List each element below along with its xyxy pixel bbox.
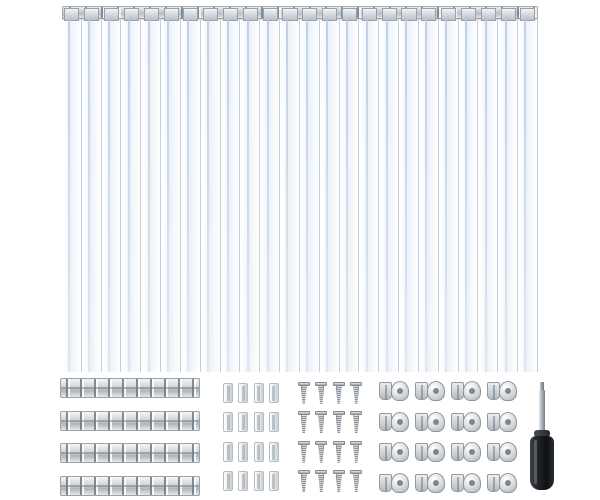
wall-anchor [451, 471, 481, 495]
screw-head [298, 411, 310, 415]
curtain-strip [141, 20, 161, 372]
anchor-washer [427, 381, 445, 401]
anchor-washer [463, 412, 481, 432]
anchor-washer [499, 442, 517, 462]
strip-clip [164, 8, 179, 21]
screw [298, 411, 310, 433]
strip-clip [342, 8, 357, 21]
plastic-spacer [238, 412, 248, 432]
anchor-washer [463, 473, 481, 493]
strip-clip [282, 8, 297, 21]
anchor-washer [427, 473, 445, 493]
screw [350, 441, 362, 463]
anchor-washer [463, 381, 481, 401]
spacer-group [222, 380, 280, 494]
wall-anchor [379, 440, 409, 464]
curtain-strip [62, 20, 82, 372]
screw-shaft [336, 386, 342, 404]
anchor-washer [427, 442, 445, 462]
strip-row [62, 20, 538, 372]
curtain-strip [439, 20, 459, 372]
curtain-strip [280, 20, 300, 372]
screw-shaft [301, 445, 307, 463]
anchor-washer [391, 381, 409, 401]
screw-shaft [318, 386, 324, 404]
curtain-strip [201, 20, 221, 372]
bracket-group [60, 378, 200, 496]
screw [350, 470, 362, 492]
strip-clip [223, 8, 238, 21]
curtain-strip [240, 20, 260, 372]
curtain-strip [300, 20, 320, 372]
wall-anchor [379, 410, 409, 434]
curtain-strip [260, 20, 280, 372]
plastic-spacer [223, 471, 233, 491]
strip-clip [421, 8, 436, 21]
screw [315, 470, 327, 492]
strip-clip [144, 8, 159, 21]
plastic-spacer [269, 442, 279, 462]
plastic-spacer [269, 471, 279, 491]
screw-head [333, 411, 345, 415]
curtain-strip [419, 20, 439, 372]
wall-anchor [415, 379, 445, 403]
anchor-washer [391, 473, 409, 493]
plastic-spacer [269, 412, 279, 432]
pvc-strip-curtain [62, 6, 538, 372]
curtain-strip [478, 20, 498, 372]
screw [315, 441, 327, 463]
screw-head [350, 411, 362, 415]
screw [333, 470, 345, 492]
wall-anchor [415, 410, 445, 434]
wall-anchor [451, 440, 481, 464]
anchor-group [378, 378, 518, 496]
strip-clip [401, 8, 416, 21]
wall-anchor [379, 471, 409, 495]
anchor-washer [391, 412, 409, 432]
plastic-spacer [223, 383, 233, 403]
wall-anchor [451, 379, 481, 403]
strip-clip [481, 8, 496, 21]
plastic-spacer [223, 442, 233, 462]
hinge-bracket [60, 476, 200, 496]
strip-clip [362, 8, 377, 21]
plastic-spacer [254, 412, 264, 432]
curtain-strip [359, 20, 379, 372]
strip-clip [501, 8, 516, 21]
hardware-tray [0, 374, 600, 500]
screw-shaft [301, 386, 307, 404]
wall-anchor [379, 379, 409, 403]
anchor-washer [499, 473, 517, 493]
wall-anchor [487, 471, 517, 495]
screw-shaft [336, 474, 342, 492]
curtain-strip [221, 20, 241, 372]
screw-head [298, 441, 310, 445]
screw [315, 411, 327, 433]
curtain-strip [320, 20, 340, 372]
plastic-spacer [223, 412, 233, 432]
curtain-strip [161, 20, 181, 372]
anchor-washer [499, 412, 517, 432]
screw [298, 441, 310, 463]
hinge-bracket [60, 443, 200, 463]
screw-head [350, 441, 362, 445]
plastic-spacer [238, 442, 248, 462]
screw [350, 382, 362, 404]
screw [315, 382, 327, 404]
screw-shaft [301, 415, 307, 433]
screw-shaft [336, 445, 342, 463]
screw [333, 382, 345, 404]
wall-anchor [415, 440, 445, 464]
screw-shaft [353, 415, 359, 433]
screw [333, 411, 345, 433]
strip-clip [382, 8, 397, 21]
screw-shaft [318, 474, 324, 492]
plastic-spacer [254, 471, 264, 491]
screw-shaft [318, 415, 324, 433]
wall-anchor [487, 379, 517, 403]
strip-clip [203, 8, 218, 21]
screw [350, 411, 362, 433]
curtain-strip [399, 20, 419, 372]
curtain-strip [498, 20, 518, 372]
curtain-strip [121, 20, 141, 372]
strip-clip [302, 8, 317, 21]
curtain-strip [102, 20, 122, 372]
screw-shaft [353, 386, 359, 404]
curtain-strip [459, 20, 479, 372]
screw-head [333, 382, 345, 386]
anchor-washer [499, 381, 517, 401]
anchor-washer [427, 412, 445, 432]
screw-shaft [301, 474, 307, 492]
screw-head [333, 441, 345, 445]
hinge-bracket [60, 411, 200, 431]
screw-head [298, 470, 310, 474]
screw [298, 382, 310, 404]
screw-head [333, 470, 345, 474]
screw-head [315, 441, 327, 445]
strip-clip [263, 8, 278, 21]
strip-clip [441, 8, 456, 21]
strip-clip [84, 8, 99, 21]
screw-shaft [336, 415, 342, 433]
screw-group [296, 380, 364, 494]
strip-clip [520, 8, 535, 21]
anchor-washer [463, 442, 481, 462]
strip-clip [104, 8, 119, 21]
screw-head [315, 382, 327, 386]
curtain-strip [181, 20, 201, 372]
strip-clip [243, 8, 258, 21]
wall-anchor [487, 410, 517, 434]
strip-clip [322, 8, 337, 21]
screw [333, 441, 345, 463]
strip-clip [461, 8, 476, 21]
plastic-spacer [238, 471, 248, 491]
strip-clip [64, 8, 79, 21]
anchor-washer [391, 442, 409, 462]
plastic-spacer [269, 383, 279, 403]
screw-shaft [318, 445, 324, 463]
plastic-spacer [254, 383, 264, 403]
screwdriver-icon [520, 382, 564, 492]
hinge-bracket [60, 378, 200, 398]
wall-anchor [451, 410, 481, 434]
strip-clip [183, 8, 198, 21]
screw-shaft [353, 445, 359, 463]
screw [298, 470, 310, 492]
screwdriver-handle [530, 436, 554, 490]
screw-head [315, 470, 327, 474]
curtain-strip [82, 20, 102, 372]
curtain-strip [379, 20, 399, 372]
curtain-strip [340, 20, 360, 372]
plastic-spacer [254, 442, 264, 462]
plastic-spacer [238, 383, 248, 403]
strip-clip [124, 8, 139, 21]
wall-anchor [415, 471, 445, 495]
curtain-strip [518, 20, 538, 372]
screw-head [298, 382, 310, 386]
screw-head [315, 411, 327, 415]
screw-shaft [353, 474, 359, 492]
wall-anchor [487, 440, 517, 464]
screw-head [350, 382, 362, 386]
screw-head [350, 470, 362, 474]
screwdriver-shaft [539, 390, 545, 434]
